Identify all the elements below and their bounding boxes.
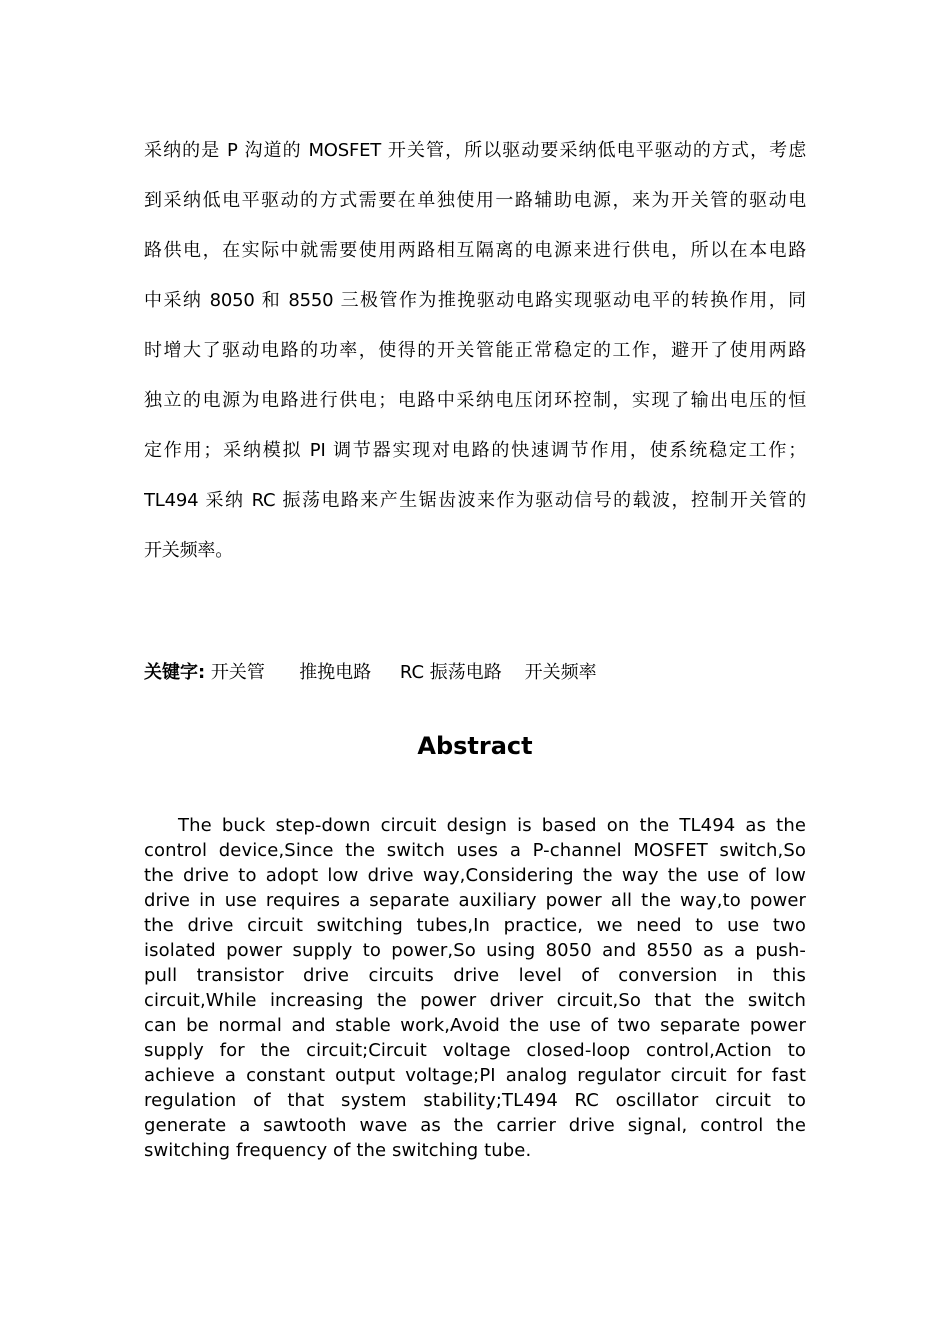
english-abstract-line: the drive to adopt low drive way,Considering the way the use of low xyxy=(144,865,806,886)
chinese-abstract-line: 中采纳 8050 和 8550 三极管作为推挽驱动电路实现驱动电平的转换作用，同 xyxy=(144,290,806,311)
chinese-abstract-line: 开关频率。 xyxy=(144,540,233,561)
english-abstract-body xyxy=(144,813,806,1163)
english-abstract-line: generate a sawtooth wave as the carrier drive signal, control the xyxy=(144,1115,806,1136)
english-abstract-line: can be normal and stable work,Avoid the use of two separate power xyxy=(144,1015,806,1036)
chinese-abstract-line: 时增大了驱动电路的功率，使得的开关管能正常稳定的工作，避开了使用两路 xyxy=(144,340,806,361)
english-abstract-line: drive in use requires a separate auxiliary power all the way,to power xyxy=(144,890,806,911)
chinese-abstract-line: 到采纳低电平驱动的方式需要在单独使用一路辅助电源，来为开关管的驱动电 xyxy=(144,190,806,211)
english-abstract-line: The buck step-down circuit design is based on the TL494 as the xyxy=(178,815,806,836)
english-abstract-line: supply for the circuit;Circuit voltage closed-loop control,Action to xyxy=(144,1040,806,1061)
english-abstract-line: isolated power supply to power,So using 8050 and 8550 as a push- xyxy=(144,940,806,961)
chinese-abstract-line: 独立的电源为电路进行供电；电路中采纳电压闭环控制，实现了输出电压的恒 xyxy=(144,390,806,411)
english-abstract-line: achieve a constant output voltage;PI analog regulator circuit for fast xyxy=(144,1065,806,1086)
chinese-abstract-line: 采纳的是 P 沟道的 MOSFET 开关管，所以驱动要采纳低电平驱动的方式，考虑 xyxy=(144,140,806,161)
english-abstract-line: regulation of that system stability;TL494 RC oscillator circuit to xyxy=(144,1090,806,1111)
keywords-text: 开关管 推挽电路 RC 振荡电路 开关频率 xyxy=(205,662,597,683)
english-abstract-line: switching frequency of the switching tube. xyxy=(144,1140,532,1161)
abstract-heading: Abstract xyxy=(417,732,533,760)
chinese-abstract-line: 路供电，在实际中就需要使用两路相互隔离的电源来进行供电，所以在本电路 xyxy=(144,240,806,261)
keywords-line xyxy=(144,658,597,688)
english-abstract-line: circuit,While increasing the power driver circuit,So that the switch xyxy=(144,990,806,1011)
chinese-abstract-line: TL494 采纳 RC 振荡电路来产生锯齿波来作为驱动信号的载波，控制开关管的 xyxy=(144,490,806,511)
chinese-abstract-body xyxy=(144,126,806,576)
english-abstract-line: the drive circuit switching tubes,In practice, we need to use two xyxy=(144,915,806,936)
english-abstract-line: control device,Since the switch uses a P-channel MOSFET switch,So xyxy=(144,840,806,861)
chinese-abstract-line: 定作用；采纳模拟 PI 调节器实现对电路的快速调节作用，使系统稳定工作； xyxy=(144,440,806,461)
english-abstract-line: pull transistor drive circuits drive level of conversion in this xyxy=(144,965,806,986)
keywords-label: 关键字: xyxy=(144,662,206,683)
